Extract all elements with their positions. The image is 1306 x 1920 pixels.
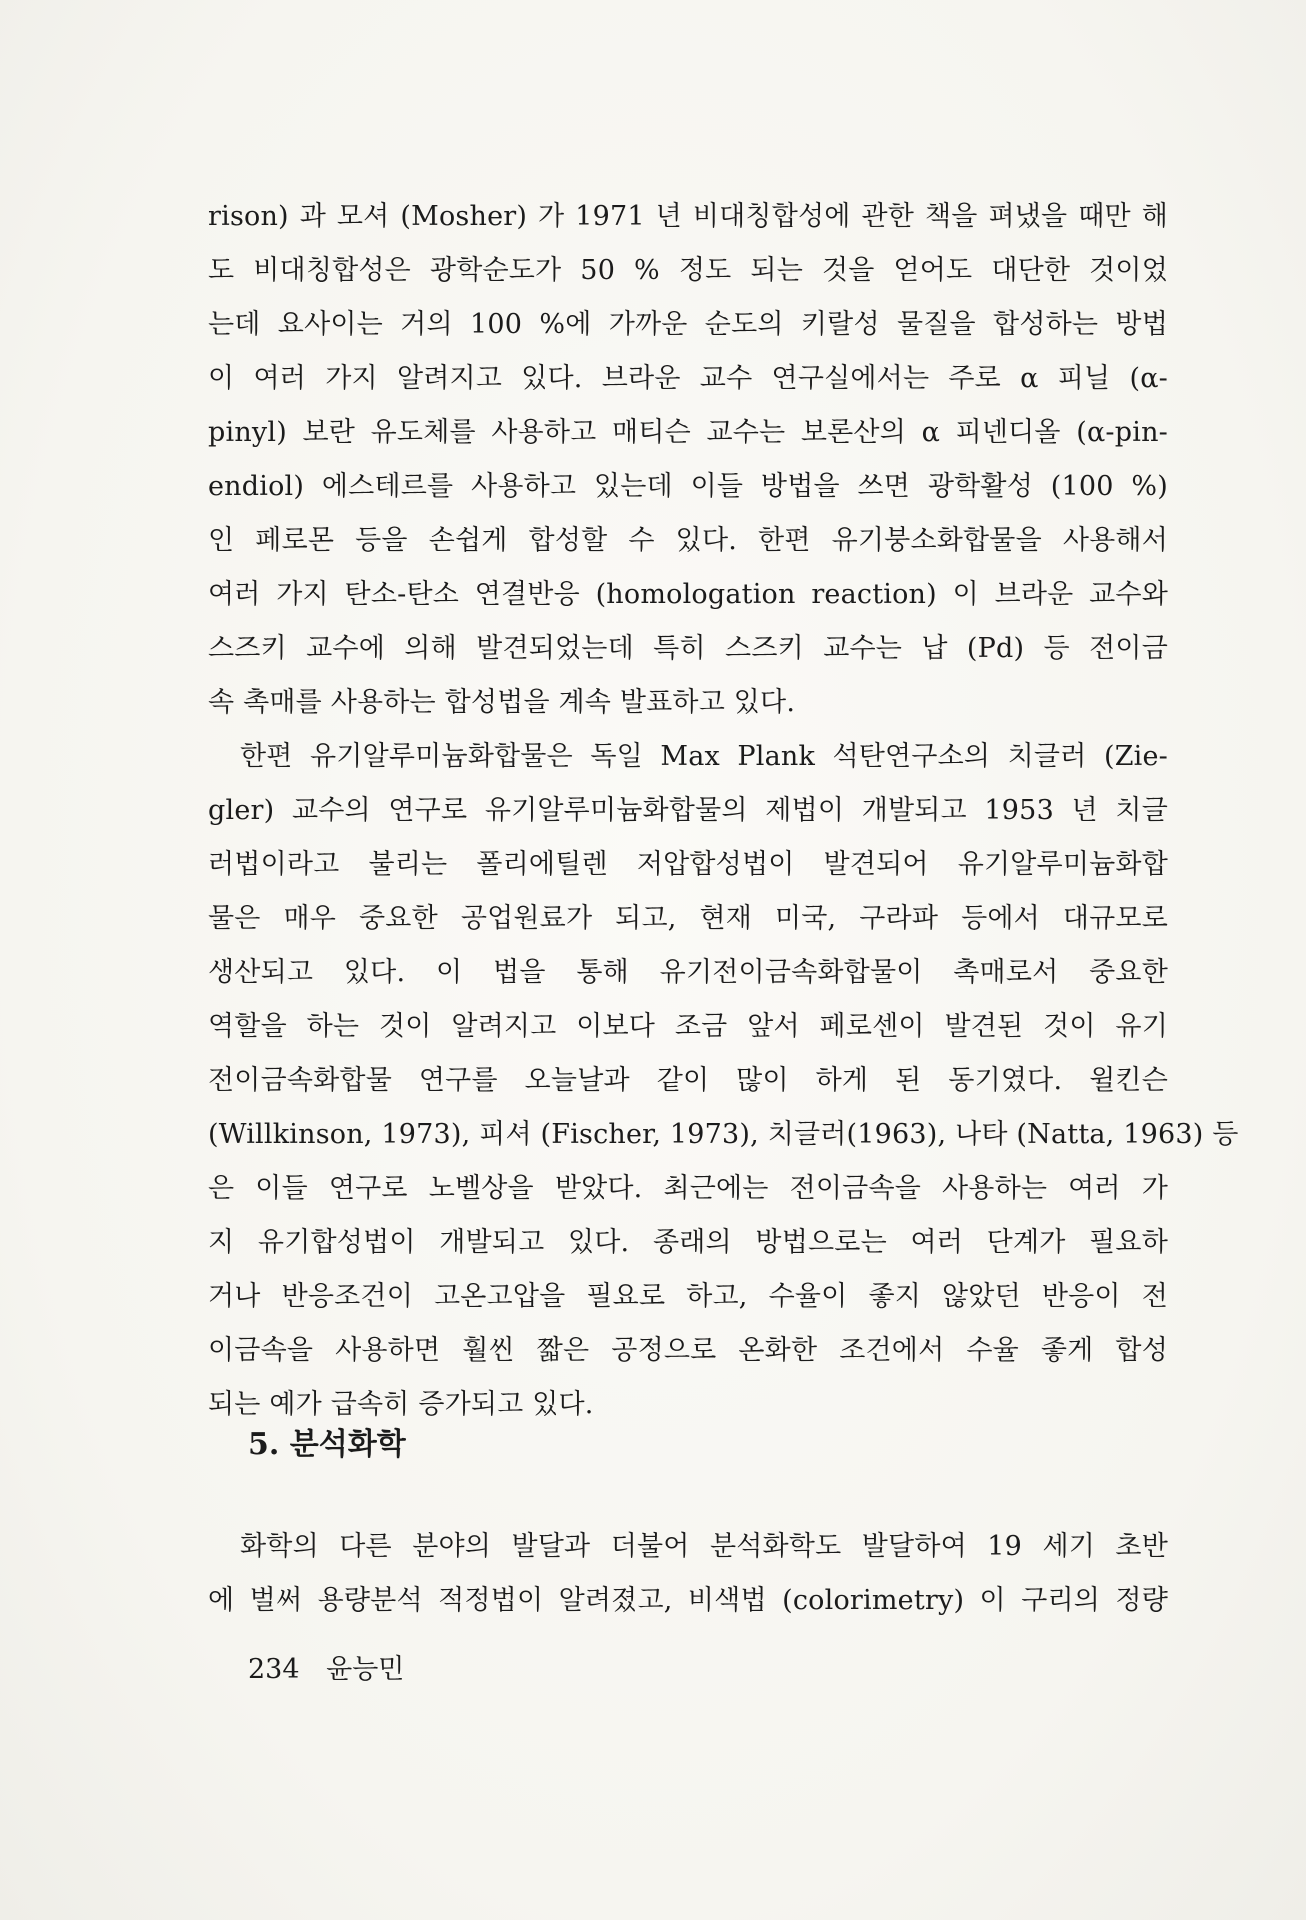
page-number: 234	[248, 1654, 300, 1685]
text-line: (Willkinson, 1973), 피셔 (Fischer, 1973), 치글러(1963), 나타 (Natta, 1963) 등	[208, 1119, 1239, 1150]
text-line: 이 여러 가지 알려지고 있다. 브라운 교수 연구실에서는 주로 α 피닐 (α-	[208, 363, 1168, 394]
text-line: 인 페로몬 등을 손쉽게 합성할 수 있다. 한편 유기붕소화합물을 사용해서	[208, 525, 1168, 556]
text-line: 스즈키 교수에 의해 발견되었는데 특히 스즈키 교수는 납 (Pd) 등 전이금	[208, 633, 1168, 664]
text-line: pinyl) 보란 유도체를 사용하고 매티슨 교수는 보론산의 α 피넨디올 (α-pin-	[208, 417, 1168, 448]
text-line: 이금속을 사용하면 훨씬 짧은 공정으로 온화한 조건에서 수율 좋게 합성	[208, 1335, 1168, 1366]
body-text	[208, 190, 1239, 1432]
text-line: 화학의 다른 분야의 발달과 더불어 분석화학도 발달하여 19 세기 초반	[240, 1531, 1168, 1562]
text-line: 은 이들 연구로 노벨상을 받았다. 최근에는 전이금속을 사용하는 여러 가	[208, 1173, 1168, 1204]
text-line: 역할을 하는 것이 알려지고 이보다 조금 앞서 페로센이 발견된 것이 유기	[208, 1011, 1168, 1042]
text-line: 생산되고 있다. 이 법을 통해 유기전이금속화합물이 촉매로서 중요한	[208, 957, 1168, 988]
text-line: 지 유기합성법이 개발되고 있다. 종래의 방법으로는 여러 단계가 필요하	[208, 1227, 1168, 1258]
text-line: rison) 과 모셔 (Mosher) 가 1971 년 비대칭합성에 관한 책을 펴냈을 때만 해	[208, 201, 1168, 232]
page-footer	[248, 1652, 404, 1688]
text-line: 도 비대칭합성은 광학순도가 50 % 정도 되는 것을 얻어도 대단한 것이었	[208, 255, 1168, 286]
text-line: 한편 유기알루미늄화합물은 독일 Max Plank 석탄연구소의 치글러 (Zie-	[240, 741, 1168, 772]
text-line: 여러 가지 탄소-탄소 연결반응 (homologation reaction) 이 브라운 교수와	[208, 579, 1168, 610]
text-line: 거나 반응조건이 고온고압을 필요로 하고, 수율이 좋지 않았던 반응이 전	[208, 1281, 1168, 1312]
text-line: 는데 요사이는 거의 100 %에 가까운 순도의 키랄성 물질을 합성하는 방법	[208, 309, 1168, 340]
section-heading: 5. 분석화학	[248, 1427, 406, 1462]
text-line: 에 벌써 용량분석 적정법이 알려졌고, 비색법 (colorimetry) 이 구리의 정량	[208, 1585, 1168, 1616]
text-line: gler) 교수의 연구로 유기알루미늄화합물의 제법이 개발되고 1953 년 치글	[208, 795, 1168, 826]
text-line: 전이금속화합물 연구를 오늘날과 같이 많이 하게 된 동기였다. 윌킨슨	[208, 1065, 1168, 1096]
text-line: endiol) 에스테르를 사용하고 있는데 이들 방법을 쓰면 광학활성 (100 %)	[208, 471, 1168, 502]
text-line: 러법이라고 불리는 폴리에틸렌 저압합성법이 발견되어 유기알루미늄화합	[208, 849, 1168, 880]
text-line: 물은 매우 중요한 공업원료가 되고, 현재 미국, 구라파 등에서 대규모로	[208, 903, 1168, 934]
text-line: 되는 예가 급속히 증가되고 있다.	[208, 1389, 594, 1420]
text-line: 속 촉매를 사용하는 합성법을 계속 발표하고 있다.	[208, 687, 796, 718]
section-body	[208, 1520, 1168, 1628]
author-name: 윤능민	[326, 1654, 405, 1685]
